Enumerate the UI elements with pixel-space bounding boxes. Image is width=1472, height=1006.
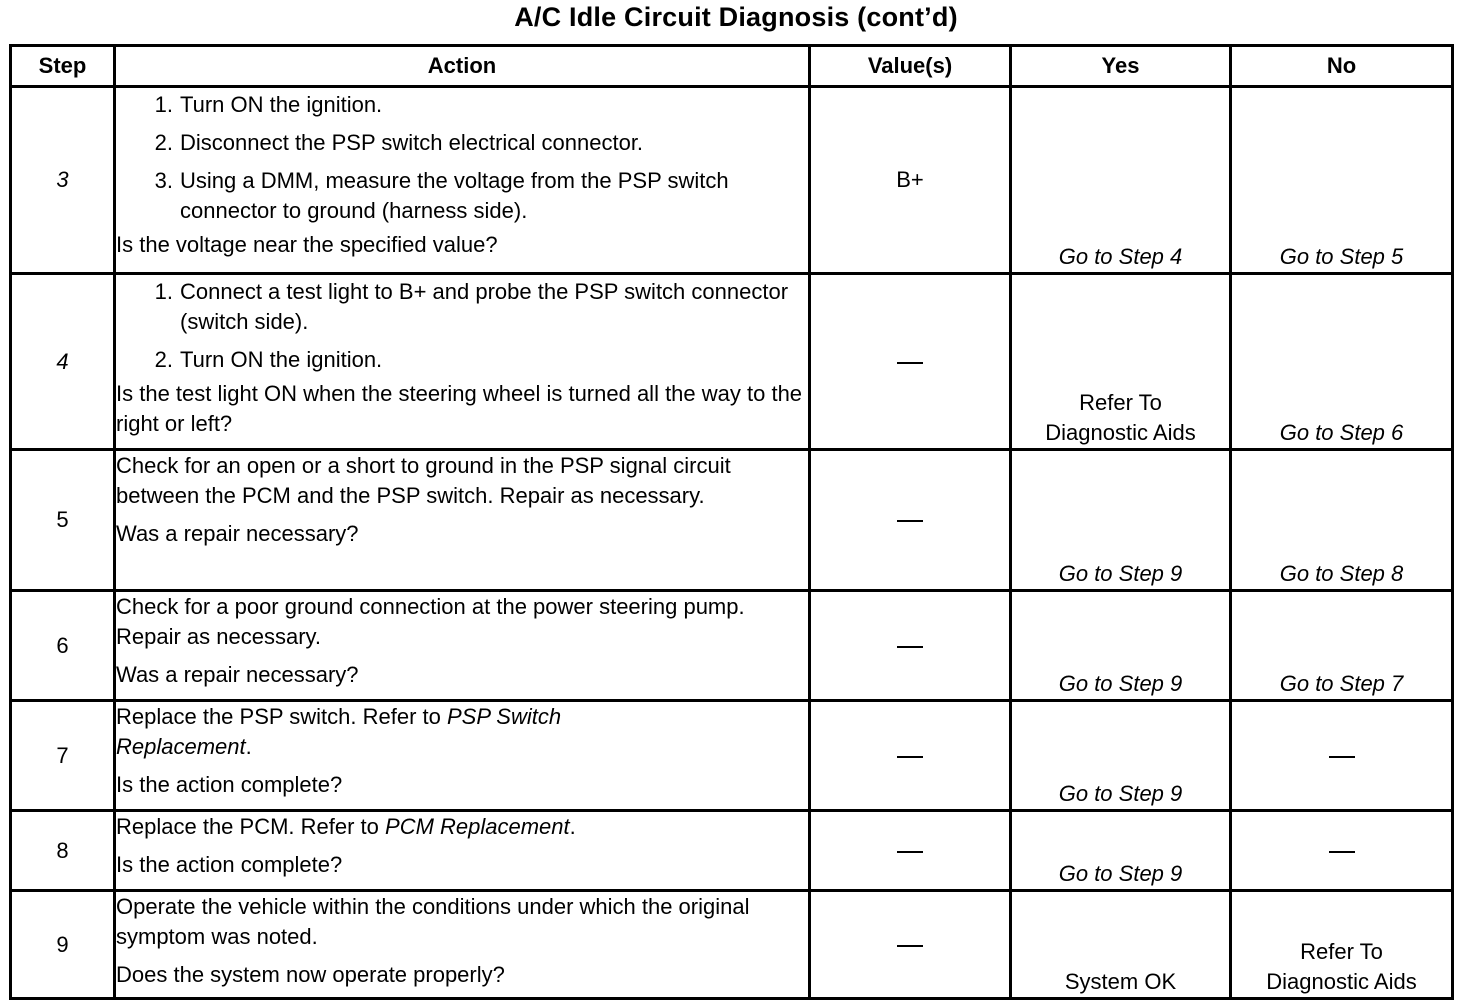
yes-cell: Go to Step 9 (1011, 811, 1231, 891)
procedure-reference: PSP Switch Replacement (116, 704, 562, 759)
value-cell (810, 701, 1011, 811)
no-cell (1231, 891, 1453, 999)
action-question: Is the action complete? (116, 852, 343, 877)
dash-mark (1329, 756, 1355, 758)
no-cell: Go to Step 5 (1231, 87, 1453, 274)
value-cell (810, 891, 1011, 999)
action-cell (115, 274, 810, 450)
action-cell (115, 701, 810, 811)
step-item-text: Using a DMM, measure the voltage from the PSP switch connector to ground (harness side). (180, 168, 729, 223)
no-cell (1231, 811, 1453, 891)
yes-line: Refer To (1079, 390, 1162, 415)
action-steps (116, 90, 808, 226)
step-item-text: Turn ON the ignition. (180, 347, 383, 372)
value-cell: B+ (810, 87, 1011, 274)
no-cell: Go to Step 7 (1231, 591, 1453, 701)
value-cell (810, 591, 1011, 701)
action-question: Was a repair necessary? (116, 662, 359, 687)
step-item-number: 2. (154, 130, 173, 155)
action-question: Does the system now operate properly? (116, 962, 505, 987)
col-header-values: Value(s) (810, 46, 1011, 87)
action-question: Is the test light ON when the steering wheel is turned all the way to the right or left? (116, 381, 803, 436)
action-step (116, 277, 808, 337)
action-step (116, 345, 808, 375)
step-number: 5 (11, 450, 115, 591)
yes-cell: System OK (1011, 891, 1231, 999)
action-question: Is the action complete? (116, 772, 343, 797)
action-step (116, 90, 808, 120)
dash-mark (897, 851, 923, 853)
action-text-suffix: . (245, 734, 252, 759)
no-cell: Go to Step 8 (1231, 450, 1453, 591)
step-item-text: Turn ON the ignition. (180, 92, 383, 117)
value-cell (810, 450, 1011, 591)
page-title: A/C Idle Circuit Diagnosis (cont’d) (514, 2, 958, 32)
value-cell (810, 274, 1011, 450)
yes-cell: Go to Step 9 (1011, 701, 1231, 811)
yes-cell: Go to Step 4 (1011, 87, 1231, 274)
table-row (11, 701, 1453, 811)
no-line: Refer To (1300, 939, 1383, 964)
step-number: 9 (11, 891, 115, 999)
action-steps (116, 277, 808, 375)
procedure-reference: PCM Replacement (385, 814, 570, 839)
col-header-no: No (1231, 46, 1453, 87)
action-cell (115, 87, 810, 274)
diagnosis-table (9, 44, 1454, 1000)
action-step (116, 166, 808, 226)
yes-line: Diagnostic Aids (1045, 420, 1196, 445)
step-item-number: 3. (154, 168, 173, 193)
dash-mark (1329, 851, 1355, 853)
action-text (116, 812, 808, 842)
action-cell (115, 891, 810, 999)
table-row (11, 591, 1453, 701)
action-cell (115, 591, 810, 701)
step-number: 8 (11, 811, 115, 891)
action-text-prefix: Replace the PCM. Refer to (116, 814, 386, 839)
dash-mark (897, 520, 923, 522)
action-text: Check for a poor ground connection at the power steering pump. Repair as necessary. (116, 594, 745, 649)
step-number: 3 (11, 87, 115, 274)
action-question: Was a repair necessary? (116, 521, 359, 546)
dash-mark (897, 362, 923, 364)
table-row (11, 450, 1453, 591)
step-item-text: Connect a test light to B+ and probe the PSP switch connector (switch side). (180, 279, 789, 334)
step-number: 4 (11, 274, 115, 450)
action-text: Operate the vehicle within the conditions under which the original symptom was noted. (116, 894, 750, 949)
action-text-prefix: Replace the PSP switch. Refer to (116, 704, 447, 729)
table-row (11, 87, 1453, 274)
col-header-action: Action (115, 46, 810, 87)
table-row (11, 274, 1453, 450)
col-header-step: Step (11, 46, 115, 87)
action-text (116, 702, 808, 762)
action-text-suffix: . (569, 814, 576, 839)
action-text: Check for an open or a short to ground in the PSP signal circuit between the PCM and the PSP switch. Repair as necessary. (116, 453, 731, 508)
step-item-number: 1. (154, 92, 173, 117)
table-row (11, 891, 1453, 999)
yes-cell: Go to Step 9 (1011, 591, 1231, 701)
step-item-number: 1. (154, 279, 173, 304)
no-line: Diagnostic Aids (1266, 969, 1417, 994)
no-cell (1231, 701, 1453, 811)
action-question: Is the voltage near the specified value? (116, 232, 498, 257)
action-cell (115, 450, 810, 591)
yes-cell: Go to Step 9 (1011, 450, 1231, 591)
step-item-text: Disconnect the PSP switch electrical connector. (180, 130, 644, 155)
action-step (116, 128, 808, 158)
action-cell (115, 811, 810, 891)
col-header-yes: Yes (1011, 46, 1231, 87)
table-row (11, 811, 1453, 891)
dash-mark (897, 646, 923, 648)
dash-mark (897, 945, 923, 947)
no-cell: Go to Step 6 (1231, 274, 1453, 450)
yes-cell (1011, 274, 1231, 450)
header-row (11, 46, 1453, 87)
value-cell (810, 811, 1011, 891)
dash-mark (897, 756, 923, 758)
step-item-number: 2. (154, 347, 173, 372)
step-number: 6 (11, 591, 115, 701)
step-number: 7 (11, 701, 115, 811)
